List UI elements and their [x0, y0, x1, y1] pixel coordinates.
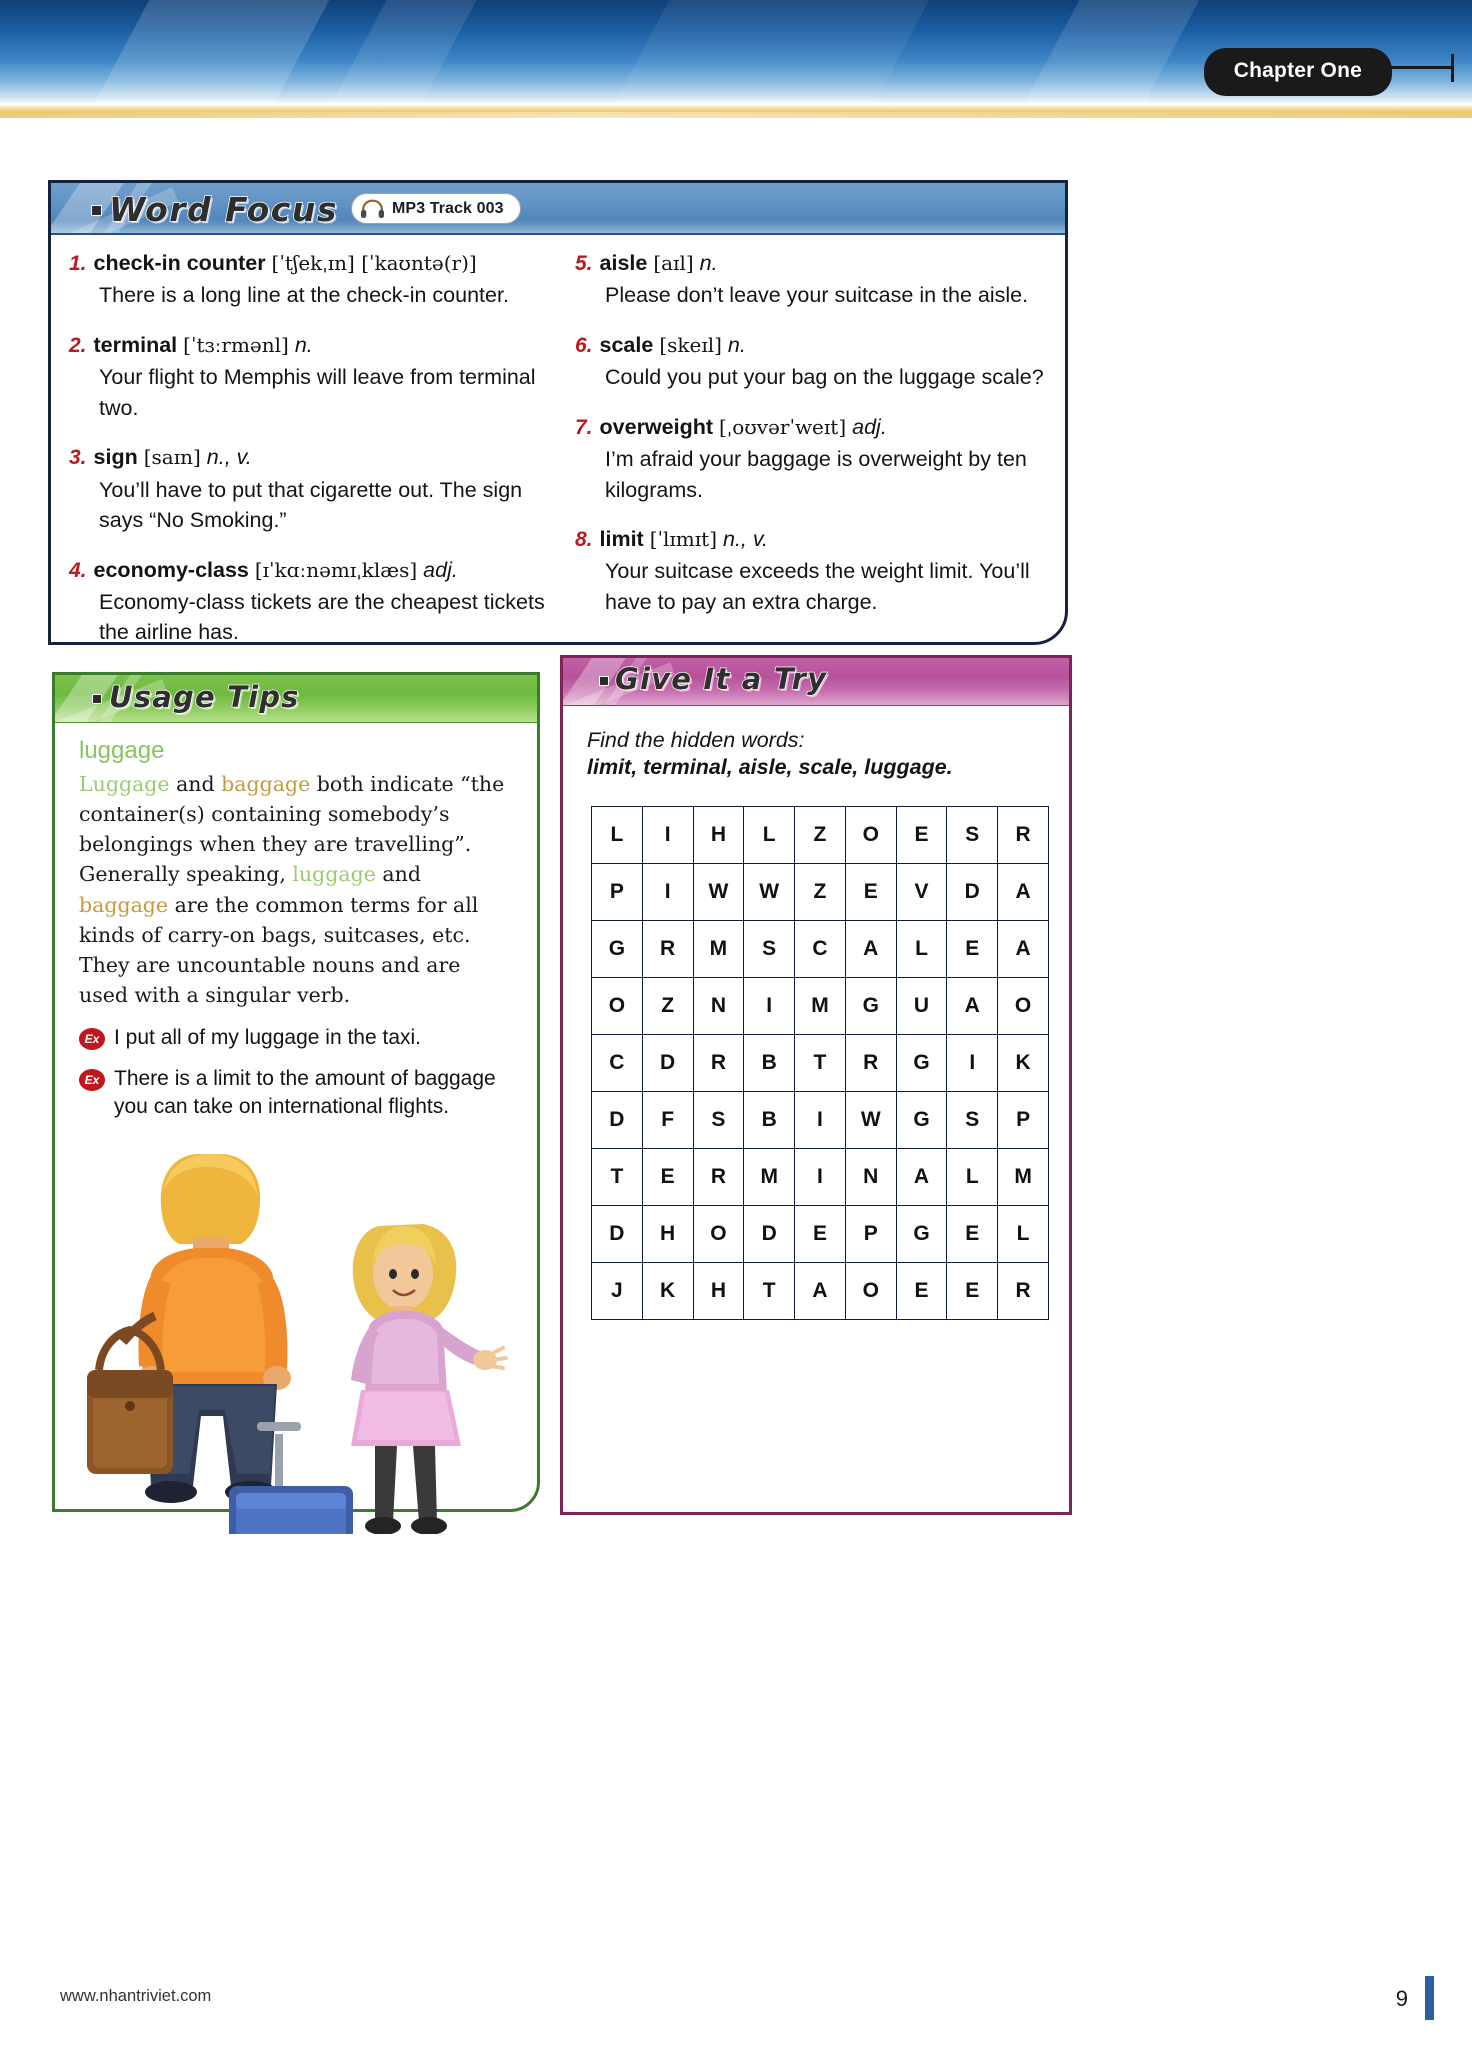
word-focus-panel — [48, 180, 1068, 645]
vocab-entry-ipa: [ˈtɜːrmənl] — [183, 332, 289, 357]
word-search-cell[interactable]: I — [744, 978, 795, 1035]
word-search-grid[interactable] — [591, 806, 1049, 1320]
vocab-entry-word: overweight — [599, 414, 714, 439]
word-search-cell[interactable]: R — [693, 1035, 744, 1092]
word-search-cell[interactable]: W — [693, 864, 744, 921]
mp3-track-label: MP3 Track 003 — [392, 199, 504, 217]
vocab-entry-word: aisle — [599, 251, 648, 275]
word-search-cell[interactable]: Z — [642, 978, 693, 1035]
vocab-entry-ipa: [ɪˈkɑːnəmɪˌklæs] — [254, 557, 418, 582]
give-it-a-try-body — [563, 706, 1069, 1320]
word-search-cell[interactable]: D — [592, 1092, 643, 1149]
vocab-entry-ipa: [saɪn] — [143, 445, 201, 470]
vocab-entry — [69, 443, 557, 535]
word-search-cell[interactable]: I — [642, 807, 693, 864]
word-search-cell[interactable]: W — [744, 864, 795, 921]
vocab-entry-ipa: [ˈtʃekˌɪn] [ˈkaʊntə(r)] — [271, 251, 477, 275]
word-search-row — [592, 1263, 1049, 1320]
highlight-luggage: luggage — [292, 862, 376, 887]
vocab-entry-pos: n. — [699, 251, 718, 275]
headphone-icon — [360, 199, 385, 219]
example-badge-icon: Ex — [79, 1028, 105, 1050]
word-search-cell[interactable]: C — [592, 1035, 643, 1092]
word-search-cell[interactable]: S — [947, 1092, 998, 1149]
vocab-entry-example: There is a long line at the check-in counter. — [99, 283, 509, 308]
para-text: both indicate “the container(s) containing somebody’s belongings when they are travelling”. Generally speaking, — [79, 772, 505, 887]
highlight-luggage: Luggage — [79, 772, 170, 796]
vocab-entry-number: 2. — [69, 333, 87, 357]
travellers-illustration-svg — [79, 1134, 519, 1534]
word-search-cell[interactable]: O — [592, 978, 643, 1035]
vocab-entry-example: Your flight to Memphis will leave from terminal two. — [99, 365, 536, 420]
word-search-cell[interactable]: D — [592, 1206, 643, 1263]
banner-streak-decor — [600, 0, 940, 104]
word-search-cell[interactable]: E — [642, 1149, 693, 1206]
usage-tips-keyword: luggage — [79, 737, 165, 764]
word-search-cell[interactable]: L — [998, 1206, 1049, 1263]
page-number-bar — [1425, 1976, 1434, 2020]
vocab-entry — [575, 413, 1045, 505]
word-search-cell[interactable]: E — [947, 1263, 998, 1320]
word-search-cell[interactable]: O — [845, 807, 896, 864]
chapter-tab-label: Chapter One — [1204, 48, 1392, 96]
vocab-entry-word: scale — [599, 332, 654, 357]
word-search-cell[interactable]: D — [947, 864, 998, 921]
para-text: and — [169, 772, 222, 796]
word-search-cell[interactable]: W — [845, 1092, 896, 1149]
vocab-entry-head — [69, 249, 557, 278]
word-search-cell[interactable]: I — [795, 1149, 846, 1206]
word-search-cell[interactable]: N — [693, 978, 744, 1035]
word-search-cell[interactable]: S — [744, 921, 795, 978]
word-search-cell[interactable]: J — [592, 1263, 643, 1320]
word-search-cell[interactable]: T — [795, 1035, 846, 1092]
give-it-a-try-header — [563, 658, 1069, 706]
word-search-cell[interactable]: G — [592, 921, 643, 978]
usage-tips-example — [79, 1065, 515, 1121]
vocab-entry — [69, 331, 557, 423]
vocab-entry-head — [69, 443, 557, 472]
vocab-entry-pos: adj. — [852, 414, 887, 439]
vocab-entry-head — [575, 331, 1045, 360]
vocab-entry-example: Please don’t leave your suitcase in the aisle. — [605, 283, 1029, 308]
chapter-tab-tail-vertical — [1451, 54, 1454, 82]
word-search-cell[interactable]: E — [947, 1206, 998, 1263]
word-search-cell[interactable]: R — [845, 1035, 896, 1092]
vocab-entry-pos: n., v. — [206, 445, 252, 470]
usage-tips-paragraph — [79, 769, 515, 1010]
vocab-entry-number: 1. — [69, 252, 87, 275]
word-search-row — [592, 921, 1049, 978]
word-search-cell[interactable]: L — [947, 1149, 998, 1206]
word-focus-body — [51, 235, 1065, 678]
word-search-cell[interactable]: E — [795, 1206, 846, 1263]
word-search-cell[interactable]: I — [947, 1035, 998, 1092]
vocab-entry-head — [575, 249, 1045, 278]
square-bullet-icon — [92, 694, 102, 704]
vocab-entry-ipa: [ˈlɪmɪt] — [649, 527, 717, 552]
word-focus-column-right — [557, 249, 1045, 668]
vocab-entry-pos: n., v. — [722, 527, 768, 552]
vocab-entry-word: check-in counter — [93, 251, 266, 275]
vocab-entry-word: sign — [93, 445, 138, 470]
usage-tips-example-text: There is a limit to the amount of baggage you can take on international flights. — [114, 1067, 496, 1119]
word-search-cell[interactable]: G — [896, 1092, 947, 1149]
usage-tips-title: Usage Tips — [109, 680, 300, 714]
gold-divider-rule-inner — [0, 112, 1472, 118]
vocab-entry-pos: adj. — [423, 557, 458, 582]
mp3-track-badge[interactable] — [351, 193, 521, 224]
usage-tips-body — [55, 723, 537, 1534]
word-search-cell[interactable]: E — [896, 807, 947, 864]
word-search-cell[interactable]: R — [998, 1263, 1049, 1320]
word-search-cell[interactable]: D — [744, 1206, 795, 1263]
vocab-entry-ipa: [ˌоʊvərˈweɪt] — [719, 414, 847, 439]
word-search-cell[interactable]: B — [744, 1035, 795, 1092]
give-it-a-try-title: Give It a Try — [615, 662, 828, 696]
vocab-entry-head — [575, 413, 1045, 442]
word-search-cell[interactable]: A — [795, 1263, 846, 1320]
word-search-cell[interactable]: I — [795, 1092, 846, 1149]
give-it-a-try-panel — [560, 655, 1072, 1515]
word-search-cell[interactable]: G — [845, 978, 896, 1035]
word-search-cell[interactable]: N — [845, 1149, 896, 1206]
vocab-entry-example: I’m afraid your baggage is overweight by ten kilograms. — [605, 447, 1027, 502]
vocab-entry-number: 4. — [69, 558, 87, 582]
vocab-entry-head — [69, 331, 557, 360]
vocab-entry — [575, 249, 1045, 311]
word-search-row — [592, 978, 1049, 1035]
word-search-cell[interactable]: R — [642, 921, 693, 978]
word-focus-title: Word Focus — [109, 190, 339, 229]
vocab-entry — [575, 525, 1045, 617]
word-search-row — [592, 1206, 1049, 1263]
word-search-row — [592, 864, 1049, 921]
usage-tips-panel — [52, 672, 540, 1512]
chapter-tab-tail — [1390, 66, 1452, 69]
word-search-row — [592, 807, 1049, 864]
vocab-entry — [69, 556, 557, 648]
square-bullet-icon — [91, 205, 102, 216]
word-search-cell[interactable]: P — [845, 1206, 896, 1263]
word-search-cell[interactable]: E — [947, 921, 998, 978]
word-search-cell[interactable]: C — [795, 921, 846, 978]
square-bullet-icon — [599, 676, 609, 686]
word-search-cell[interactable]: P — [998, 1092, 1049, 1149]
word-search-cell[interactable]: Z — [795, 807, 846, 864]
vocab-entry-pos: n. — [727, 332, 746, 357]
usage-tips-example-text: I put all of my luggage in the taxi. — [114, 1026, 422, 1049]
word-search-cell[interactable]: T — [592, 1149, 643, 1206]
footer-website-url: www.nhantriviet.com — [60, 1987, 212, 2005]
word-search-cell[interactable]: M — [693, 921, 744, 978]
vocab-entry-head — [69, 556, 557, 585]
vocab-entry — [69, 249, 557, 311]
vocab-entry-example: You’ll have to put that cigarette out. The sign says “No Smoking.” — [99, 477, 523, 533]
banner-streak-decor — [317, 0, 492, 104]
vocab-entry-head — [575, 525, 1045, 554]
word-search-cell[interactable]: H — [693, 807, 744, 864]
word-search-cell[interactable]: M — [744, 1149, 795, 1206]
word-search-cell[interactable]: H — [693, 1263, 744, 1320]
word-search-cell[interactable]: P — [592, 864, 643, 921]
word-search-cell[interactable]: A — [998, 864, 1049, 921]
word-search-cell[interactable]: A — [998, 921, 1049, 978]
word-search-cell[interactable]: K — [642, 1263, 693, 1320]
vocab-entry-example: Could you put your bag on the luggage scale? — [605, 365, 1044, 390]
word-focus-header — [51, 183, 1065, 235]
vocab-entry-number: 3. — [69, 446, 87, 470]
word-search-cell[interactable]: O — [845, 1263, 896, 1320]
vocab-entry-word: limit — [599, 527, 644, 552]
vocab-entry — [575, 331, 1045, 393]
travellers-illustration — [79, 1134, 515, 1534]
word-search-cell[interactable]: E — [896, 1263, 947, 1320]
highlight-baggage: baggage — [79, 892, 169, 917]
word-search-cell[interactable]: O — [693, 1206, 744, 1263]
word-search-cell[interactable]: A — [845, 921, 896, 978]
vocab-entry-pos: n. — [294, 332, 313, 357]
word-focus-column-left — [69, 249, 557, 668]
word-search-cell[interactable]: G — [896, 1035, 947, 1092]
vocab-entry-ipa: [aɪl] — [653, 251, 694, 275]
word-search-cell[interactable]: M — [998, 1149, 1049, 1206]
word-search-cell[interactable]: L — [896, 921, 947, 978]
word-search-cell[interactable]: G — [896, 1206, 947, 1263]
word-search-cell[interactable]: L — [592, 807, 643, 864]
word-search-cell[interactable]: K — [998, 1035, 1049, 1092]
word-search-cell[interactable]: V — [896, 864, 947, 921]
word-search-row — [592, 1149, 1049, 1206]
vocab-entry-word: economy-class — [93, 557, 249, 582]
page-number: 9 — [1395, 1986, 1408, 2011]
word-search-row — [592, 1092, 1049, 1149]
para-text: are the common terms for all kinds of carry-on bags, suitcases, etc. They are uncountable nouns and are used with a singular verb. — [79, 892, 479, 1007]
word-search-cell[interactable]: R — [998, 807, 1049, 864]
word-search-cell[interactable]: A — [896, 1149, 947, 1206]
word-search-cell[interactable]: I — [642, 864, 693, 921]
word-search-cell[interactable]: R — [693, 1149, 744, 1206]
vocab-entry-number: 8. — [575, 528, 593, 552]
word-search-cell[interactable]: A — [947, 978, 998, 1035]
banner-streak-decor — [80, 0, 340, 104]
vocab-entry-example: Your suitcase exceeds the weight limit. You’ll have to pay an extra charge. — [605, 559, 1030, 614]
exercise-word-list: limit, terminal, aisle, scale, luggage. — [587, 755, 953, 779]
word-search-row — [592, 1035, 1049, 1092]
vocab-entry-number: 6. — [575, 333, 593, 357]
highlight-baggage: baggage — [221, 772, 311, 796]
example-badge-icon: Ex — [79, 1069, 105, 1091]
word-search-cell[interactable]: M — [795, 978, 846, 1035]
word-search-cell[interactable]: D — [642, 1035, 693, 1092]
vocab-entry-example: Economy-class tickets are the cheapest tickets the airline has. — [99, 589, 545, 645]
banner-streak-decor — [1007, 0, 1212, 104]
vocab-entry-word: terminal — [93, 332, 178, 357]
word-search-cell[interactable]: S — [693, 1092, 744, 1149]
vocab-entry-ipa: [skeɪl] — [659, 332, 722, 357]
usage-tips-header — [55, 675, 537, 723]
vocab-entry-number: 7. — [575, 415, 593, 439]
word-search-cell[interactable]: F — [642, 1092, 693, 1149]
usage-tips-example — [79, 1024, 515, 1052]
word-search-cell[interactable]: O — [998, 978, 1049, 1035]
word-search-cell[interactable]: Z — [795, 864, 846, 921]
para-text: and — [375, 862, 421, 887]
word-search-cell[interactable]: L — [744, 807, 795, 864]
word-search-cell[interactable]: T — [744, 1263, 795, 1320]
vocab-entry-number: 5. — [575, 252, 593, 275]
word-search-cell[interactable]: H — [642, 1206, 693, 1263]
word-search-cell[interactable]: B — [744, 1092, 795, 1149]
word-search-cell[interactable]: E — [845, 864, 896, 921]
word-search-cell[interactable]: U — [896, 978, 947, 1035]
word-search-cell[interactable]: S — [947, 807, 998, 864]
exercise-prompt: Find the hidden words: — [587, 728, 805, 752]
